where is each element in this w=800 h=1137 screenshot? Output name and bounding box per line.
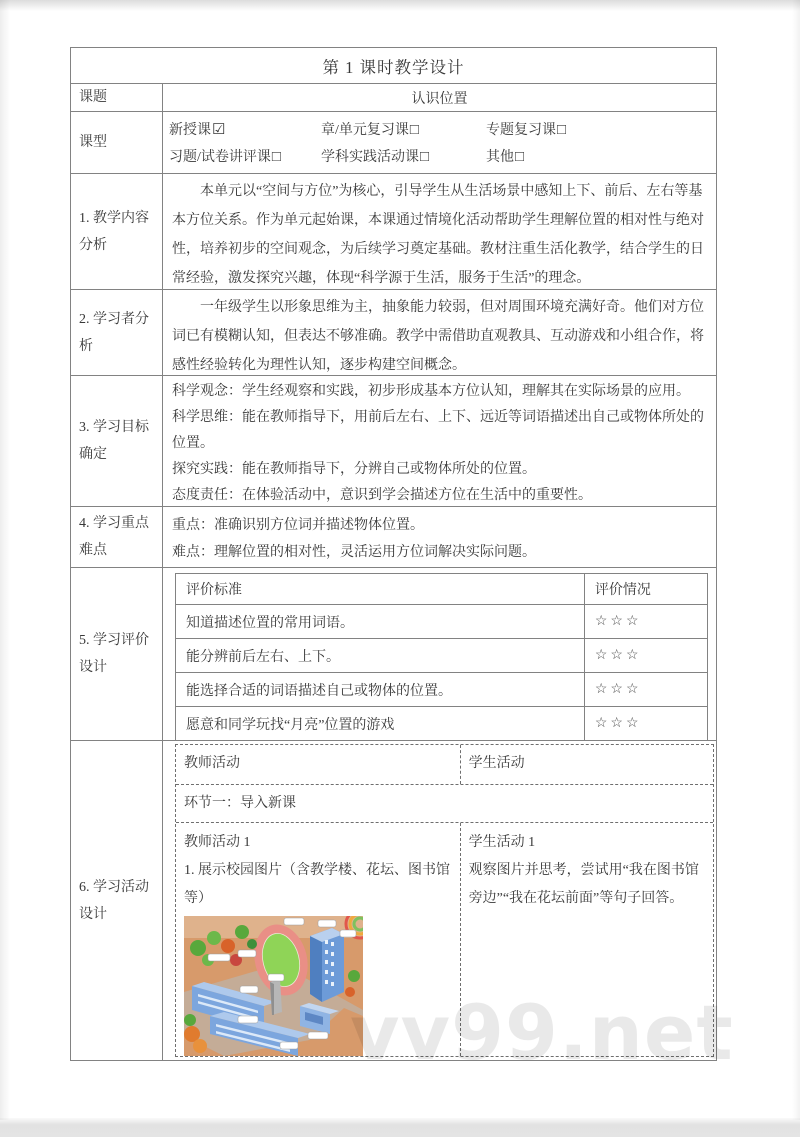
- section-label: 6. 学习活动设计: [79, 879, 149, 922]
- topic-row: [71, 83, 716, 111]
- option-label: 章/单元复习课: [321, 123, 409, 138]
- section-label: 4. 学习重点难点: [79, 516, 149, 558]
- section-body: [163, 507, 716, 567]
- criterion-cell: [176, 707, 585, 740]
- checkbox-icon: □: [409, 122, 419, 138]
- criterion-cell: [176, 673, 585, 706]
- evaluation-table: [175, 573, 708, 741]
- rating-cell: [585, 707, 707, 740]
- section-learning-goals: [71, 375, 716, 506]
- teacher-activity-text: 1. 展示校园图片（含教学楼、花坛、图书馆等）: [184, 863, 450, 906]
- activity-body-row: [176, 822, 713, 1056]
- course-type-options: [163, 112, 716, 173]
- section-activity-design: [71, 740, 716, 1060]
- topic-value-cell: [163, 84, 716, 111]
- difficult-point: 难点：理解位置的相对性，灵活运用方位词解决实际问题。: [172, 545, 536, 560]
- section-label-cell: [71, 376, 163, 506]
- section-label: 1. 教学内容分析: [79, 210, 149, 253]
- section-body: [163, 568, 716, 740]
- section-content-analysis: [71, 173, 716, 289]
- course-type-option: [169, 119, 321, 139]
- stage-title: 环节一：导入新课: [184, 796, 296, 811]
- teacher-activity-cell: [176, 823, 461, 1056]
- stage-row: [176, 784, 713, 822]
- rating-cell: [585, 605, 707, 638]
- checkbox-checked-icon: ☑: [212, 122, 226, 138]
- criteria-header-cell: [176, 574, 585, 604]
- section-body: [163, 174, 716, 289]
- criterion-text: 能分辨前后左右、上下。: [186, 649, 340, 665]
- page-bottom-bar: [0, 1118, 800, 1137]
- section-label-cell: [71, 174, 163, 289]
- checkbox-icon: □: [271, 149, 281, 165]
- page-right-shadow: [792, 0, 800, 1120]
- checkbox-icon: □: [420, 149, 430, 165]
- rating-stars-icon: ☆☆☆: [594, 614, 642, 629]
- lesson-plan-table: [70, 47, 717, 1061]
- option-label: 专题复习课: [486, 123, 556, 138]
- section-label-cell: [71, 290, 163, 375]
- criterion-text: 愿意和同学玩找“月亮”位置的游戏: [186, 717, 395, 733]
- checkbox-icon: □: [557, 122, 567, 138]
- section-label-cell: [71, 568, 163, 740]
- campus-illustration: [184, 916, 363, 1056]
- sculpture: [270, 979, 282, 1015]
- rating-stars-icon: ☆☆☆: [594, 682, 642, 697]
- course-type-label-cell: [71, 112, 163, 173]
- section-label: 5. 学习评价设计: [79, 633, 149, 675]
- topic-value: 认识位置: [411, 91, 468, 107]
- option-label: 学科实践活动课: [321, 150, 419, 165]
- evaluation-row: [176, 638, 707, 672]
- teacher-activity-title: 教师活动 1: [184, 835, 251, 850]
- page-left-shadow: [0, 0, 10, 1120]
- option-label: 其他: [486, 150, 514, 165]
- tall-building: [310, 928, 344, 1002]
- topic-label-cell: [71, 84, 163, 111]
- status-header-cell: [585, 574, 707, 604]
- page-title: 第 1 课时教学设计: [322, 57, 465, 77]
- section-key-difficult-points: [71, 506, 716, 567]
- section-text: 本单元以“空间与方位”为核心，引导学生从生活场景中感知上下、前后、左右等基本方位关系。作为单元起始课，本课通过情境化活动帮助学生理解位置的相对性与绝对性，培养初步的空间观念，为后续学习奠定基础。教材注重生活化教学，结合学生的日常经验，激发探究兴趣，体现“科学源于生活，服务于生活”的理念。: [172, 184, 704, 286]
- goal-item: 科学思维：能在教师指导下，用前后左右、上下、远近等词语描述出自己或物体所处的位置。: [172, 410, 704, 451]
- section-learner-analysis: [71, 289, 716, 375]
- topic-label: 课题: [79, 90, 107, 105]
- evaluation-header-row: [176, 574, 707, 604]
- rating-cell: [585, 639, 707, 672]
- section-body: [163, 290, 716, 375]
- key-point: 重点：准确识别方位词并描述物体位置。: [172, 518, 424, 533]
- section-evaluation-design: [71, 567, 716, 740]
- section-label: 3. 学习目标确定: [79, 420, 149, 462]
- section-label-cell: [71, 741, 163, 1060]
- student-activity-text: 观察图片并思考，尝试用“我在图书馆旁边”“我在花坛前面”等句子回答。: [468, 863, 699, 906]
- course-type-option: [321, 119, 486, 139]
- evaluation-row: [176, 706, 707, 740]
- criteria-header: 评价标准: [186, 583, 242, 598]
- goal-item: 态度责任：在体验活动中，意识到学会描述方位在生活中的重要性。: [172, 488, 592, 503]
- course-type-option: [486, 119, 716, 139]
- option-label: 习题/试卷讲评课: [169, 150, 271, 165]
- section-body: [163, 741, 716, 1060]
- course-type-option: [321, 146, 486, 166]
- option-label: 新授课: [169, 123, 211, 138]
- section-label-cell: [71, 507, 163, 567]
- rating-stars-icon: ☆☆☆: [594, 648, 642, 663]
- criterion-text: 知道描述位置的常用词语。: [186, 615, 354, 631]
- section-body: [163, 376, 716, 506]
- rating-cell: [585, 673, 707, 706]
- section-text: 一年级学生以形象思维为主，抽象能力较弱，但对周围环境充满好奇。他们对方位词已有模糊认知，但表达不够准确。教学中需借助直观教具、互动游戏和小组合作，将感性经验转化为理性认知，逐步构建空间概念。: [172, 300, 704, 373]
- criterion-cell: [176, 639, 585, 672]
- course-type-label: 课型: [79, 135, 107, 150]
- course-type-option: [486, 146, 716, 166]
- student-activity-title: 学生活动 1: [468, 835, 536, 850]
- evaluation-row: [176, 604, 707, 638]
- student-activity-header: 学生活动: [468, 756, 525, 771]
- status-header: 评价情况: [594, 583, 651, 598]
- activity-header-row: [176, 745, 713, 784]
- student-activity-header-cell: [461, 745, 713, 784]
- goal-item: 探究实践：能在教师指导下，分辨自己或物体所处的位置。: [172, 462, 536, 477]
- teacher-activity-header: 教师活动: [184, 756, 240, 771]
- checkbox-icon: □: [515, 149, 525, 165]
- page-top-shadow: [0, 0, 800, 11]
- table-title-row: [71, 48, 716, 83]
- teacher-activity-header-cell: [176, 745, 461, 784]
- course-type-row: [71, 111, 716, 173]
- evaluation-row: [176, 672, 707, 706]
- student-activity-cell: [461, 823, 713, 1056]
- course-type-option: [169, 146, 321, 166]
- rating-stars-icon: ☆☆☆: [594, 716, 642, 731]
- activity-table: [175, 744, 714, 1057]
- criterion-text: 能选择合适的词语描述自己或物体的位置。: [186, 683, 452, 699]
- goal-item: 科学观念：学生经观察和实践，初步形成基本方位认知，理解其在实际场景的应用。: [172, 384, 690, 399]
- criterion-cell: [176, 605, 585, 638]
- section-label: 2. 学习者分析: [79, 311, 149, 354]
